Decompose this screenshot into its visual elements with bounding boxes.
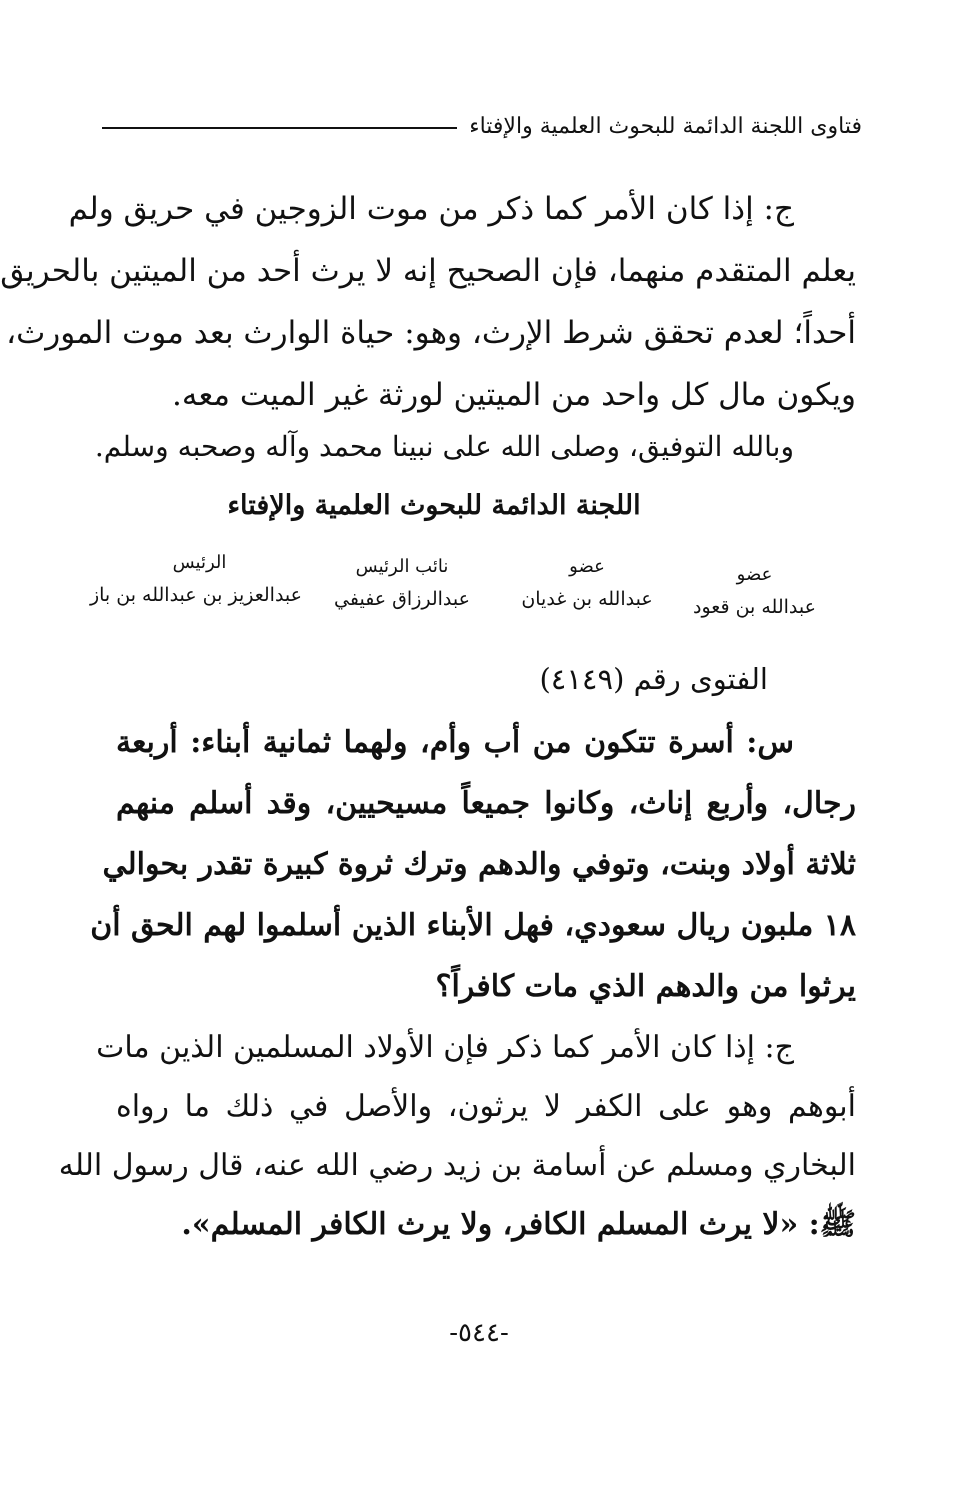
running-header <box>102 106 862 146</box>
text-line: أحداً؛ لعدم تحقق شرط الإرث، وهو: حياة الوارث بعد موت المورث، <box>6 315 856 351</box>
running-header-title: فتاوى اللجنة الدائمة للبحوث العلمية والإفتاء <box>469 113 862 139</box>
signatory-role: عضو <box>569 556 605 577</box>
signatory-role: عضو <box>736 564 773 585</box>
signatures-block <box>89 552 822 636</box>
closing-formula: وبالله التوفيق، وصلى الله على نبينا محمد وآله وصحبه وسلم. <box>94 430 794 463</box>
signatory <box>89 552 302 606</box>
text-line: يرثوا من والدهم الذي مات كافراً؟ <box>435 969 856 1004</box>
text-line: ويكون مال كل واحد من الميتين لورثة غير الميت معه. <box>171 377 856 413</box>
fatwa-number: الفتوى رقم (٤١٤٩) <box>539 662 768 696</box>
text-line: ﷺ: «لا يرث المسلم الكافر، ولا يرث الكافر المسلم». <box>181 1207 856 1242</box>
signatory <box>317 556 487 610</box>
signatory-name: عبدالرزاق عفيفي <box>334 588 470 610</box>
text-line: يعلم المتقدم منهما، فإن الصحيح إنه لا يرث أحد من الميتين بالحريق <box>0 253 856 289</box>
question-paragraph <box>90 712 856 1017</box>
text-line: س: أسرة تتكون من أب وأم، ولهما ثمانية أبناء: أربعة <box>116 725 794 760</box>
text-line: ١٨ ملبون ريال سعودي، فهل الأبناء الذين أسلموا لهم الحق أن <box>90 908 856 943</box>
signatory-name: عبدالله بن غديان <box>521 588 653 610</box>
signatory-role: نائب الرئيس <box>355 556 449 577</box>
text-line: ثلاثة أولاد وبنت، وتوفي والدهم وترك ثروة كبيرة تقدر بحوالي <box>102 847 856 882</box>
text-line: أبوهم وهو على الكفر لا يرثون، والأصل في ذلك ما رواه <box>116 1089 856 1124</box>
text-line: البخاري ومسلم عن أسامة بن زيد رضي الله عنه، قال رسول الله <box>58 1148 856 1183</box>
text-line: ج: إذا كان الأمر كما ذكر من موت الزوجين في حريق ولم <box>68 191 794 227</box>
answer-paragraph-2 <box>58 1018 856 1254</box>
text-line: ج: إذا كان الأمر كما ذكر فإن الأولاد المسلمين الذين مات <box>96 1030 794 1065</box>
text-line: رجال، وأربع إناث، وكانوا جميعاً مسيحيين، وقد أسلم منهم <box>116 786 856 821</box>
signatory-role: الرئيس <box>172 552 227 573</box>
signatory-name: عبدالله بن قعود <box>693 596 816 618</box>
signatory <box>687 564 822 618</box>
page-number: -٥٤٤- <box>449 1318 509 1348</box>
signatory <box>512 556 662 610</box>
header-rule <box>102 127 457 129</box>
answer-paragraph-1 <box>0 178 856 426</box>
signatory-name: عبدالعزيز بن عبدالله بن باز <box>89 584 302 606</box>
committee-title: اللجنة الدائمة للبحوث العلمية والإفتاء <box>227 490 641 521</box>
